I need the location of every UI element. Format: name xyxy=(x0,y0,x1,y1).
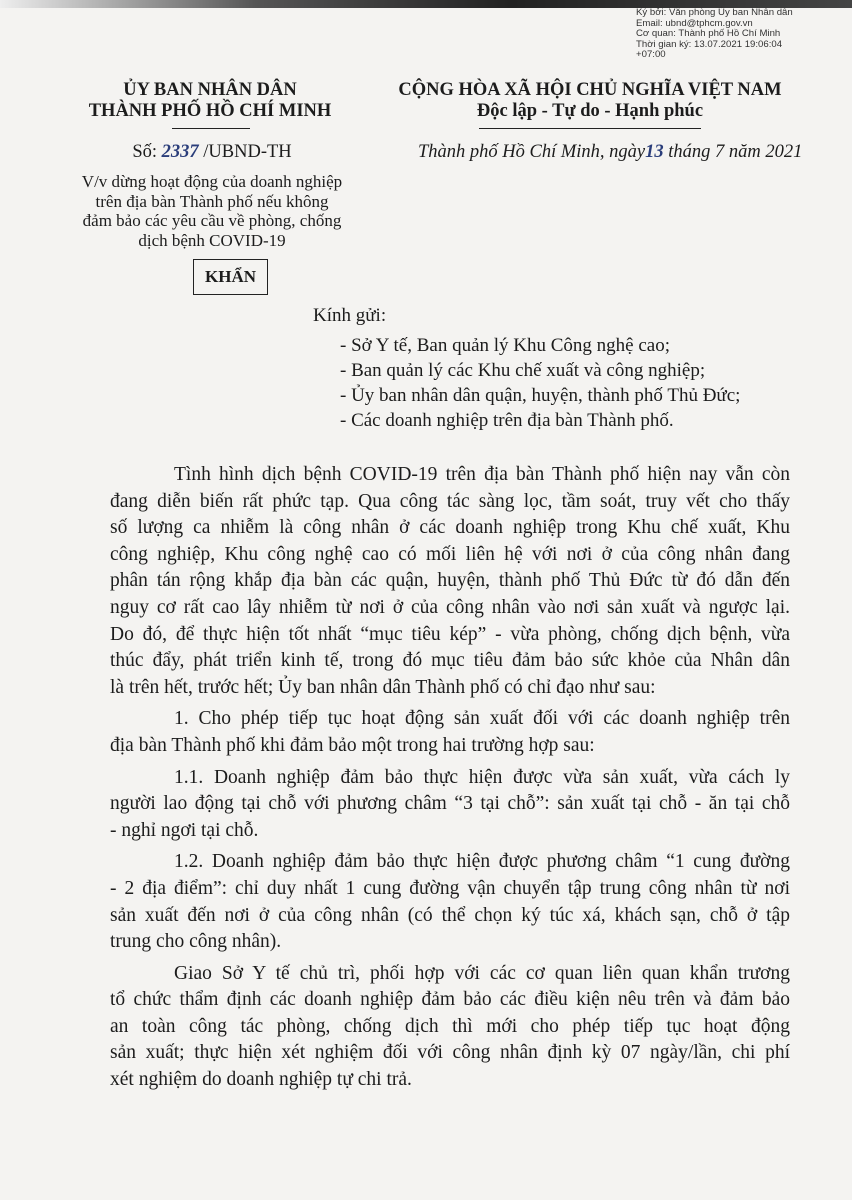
paragraph-line: địa bàn Thành phố khi đảm bảo một trong hai trường hợp sau: xyxy=(110,734,595,756)
subject-line: V/v dừng hoạt động của doanh nghiệp xyxy=(81,172,343,191)
recipients-label: Kính gửi: xyxy=(313,305,387,326)
digital-signature-block xyxy=(636,8,793,61)
body-paragraph xyxy=(110,849,790,955)
paragraph-line: - nghỉ ngơi tại chỗ. xyxy=(110,819,259,841)
date-prefix: Thành phố Hồ Chí Minh, ngày xyxy=(418,142,646,162)
paragraph-line: 1. Cho phép tiếp tục hoạt động sản xuất đối với các doanh nghiệp trên xyxy=(174,708,790,730)
authority-underline xyxy=(172,128,250,129)
number-suffix: /UBND-TH xyxy=(198,142,292,162)
paragraph-line: đang diễn biến rất phức tạp. Qua công tác sàng lọc, tầm soát, truy vết cho thấy xyxy=(110,490,790,512)
document-date xyxy=(418,142,802,163)
motto-underline xyxy=(479,128,701,129)
signature-line: Ký bởi: Văn phòng Ủy ban Nhân dân xyxy=(636,7,793,18)
date-day: 13 xyxy=(645,142,664,162)
number-prefix: Số: xyxy=(132,142,162,162)
signature-line: +07:00 xyxy=(636,49,666,60)
paragraph-line: công nghiệp, Khu công nghệ cao có mối liên hệ với nơi ở của công nhân đang xyxy=(110,543,790,565)
subject-summary xyxy=(62,172,362,250)
authority-line-1: ỦY BAN NHÂN DÂN xyxy=(123,80,297,100)
paragraph-line: Giao Sở Y tế chủ trì, phối hợp với các cơ quan liên quan khẩn trương xyxy=(174,962,790,984)
recipient-item: - Các doanh nghiệp trên địa bàn Thành phố. xyxy=(340,410,674,431)
body-paragraph xyxy=(110,765,790,845)
paragraph-line: - 2 địa điểm”: chỉ duy nhất 1 cung đường vận chuyển tập trung công nhân từ nơi xyxy=(110,877,790,899)
recipient-item: - Ủy ban nhân dân quận, huyện, thành phố Thủ Đức; xyxy=(340,385,741,406)
document-number xyxy=(72,142,352,163)
national-title-line-1: CỘNG HÒA XÃ HỘI CHỦ NGHĨA VIỆT NAM xyxy=(398,80,782,100)
recipients-list xyxy=(340,333,740,433)
urgent-stamp: KHẨN xyxy=(193,259,268,295)
paragraph-line: trung cho công nhân). xyxy=(110,931,282,953)
paragraph-line: sản xuất; thực hiện xét nghiệm đối với công nhân định kỳ 07 ngày/lần, chi phí xyxy=(110,1042,790,1064)
recipient-item: - Sở Y tế, Ban quản lý Khu Công nghệ cao; xyxy=(340,335,671,356)
recipient-item: - Ban quản lý các Khu chế xuất và công nghiệp; xyxy=(340,360,706,381)
paragraph-line: 1.2. Doanh nghiệp đảm bảo thực hiện được phương châm “1 cung đường xyxy=(174,851,790,873)
body-paragraph xyxy=(110,961,790,1094)
paragraph-line: xét nghiệm do doanh nghiệp tự chi trả. xyxy=(110,1069,412,1091)
paragraph-line: phân tán rộng khắp địa bàn các quận, huyện, thành phố Thủ Đức từ đó dẫn đến xyxy=(110,570,790,592)
subject-line: đảm bảo các yêu cầu về phòng, chống xyxy=(82,211,342,230)
paragraph-line: số lượng ca nhiễm là công nhân ở các doanh nghiệp trong Khu chế xuất, Khu xyxy=(110,517,790,539)
body-paragraph xyxy=(110,462,790,701)
signature-line: Email: ubnd@tphcm.gov.vn xyxy=(636,17,753,29)
paragraph-line: thúc đẩy, phát triển kinh tế, trong đó mục tiêu đảm bảo sức khỏe của Nhân dân xyxy=(110,650,790,672)
paragraph-line: 1.1. Doanh nghiệp đảm bảo thực hiện được vừa sản xuất, vừa cách ly xyxy=(174,766,790,788)
date-suffix: tháng 7 năm 2021 xyxy=(663,142,803,162)
document-body xyxy=(110,462,790,1099)
paragraph-line: người lao động tại chỗ với phương châm “3 tại chỗ”: sản xuất tại chỗ - ăn tại chỗ xyxy=(110,793,790,815)
issuing-authority xyxy=(80,80,340,122)
paragraph-line: là trên hết, trước hết; Ủy ban nhân dân Thành phố có chỉ đạo như sau: xyxy=(110,676,656,698)
number-value: 2337 xyxy=(161,142,199,162)
paragraph-line: nguy cơ rất cao lây nhiễm từ nơi ở của công nhân vào nơi sản xuất và ngược lại. xyxy=(110,596,790,618)
national-title xyxy=(370,80,810,122)
signature-line: Thời gian ký: 13.07.2021 19:06:04 xyxy=(636,38,783,50)
paragraph-line: an toàn công tác phòng, chống dịch thì mới cho phép tiếp tục hoạt động xyxy=(110,1015,790,1037)
paragraph-line: sản xuất đến nơi ở của công nhân (có thể chọn ký túc xá, khách sạn, chỗ ở tập xyxy=(110,904,790,926)
subject-line: dịch bệnh COVID-19 xyxy=(138,230,286,250)
body-paragraph xyxy=(110,706,790,759)
national-motto: Độc lập - Tự do - Hạnh phúc xyxy=(476,101,704,121)
paragraph-line: tổ chức thẩm định các doanh nghiệp đảm bảo các điều kiện nêu trên và đảm bảo xyxy=(110,989,790,1011)
signature-line: Cơ quan: Thành phố Hồ Chí Minh xyxy=(636,28,781,39)
paragraph-line: Do đó, để thực hiện tốt nhất “mục tiêu kép” - vừa phòng, chống dịch bệnh, vừa xyxy=(110,623,790,645)
subject-line: trên địa bàn Thành phố nếu không xyxy=(95,191,329,211)
authority-line-2: THÀNH PHỐ HỒ CHÍ MINH xyxy=(88,101,332,121)
paragraph-line: Tình hình dịch bệnh COVID-19 trên địa bàn Thành phố hiện nay vẫn còn xyxy=(174,464,790,485)
